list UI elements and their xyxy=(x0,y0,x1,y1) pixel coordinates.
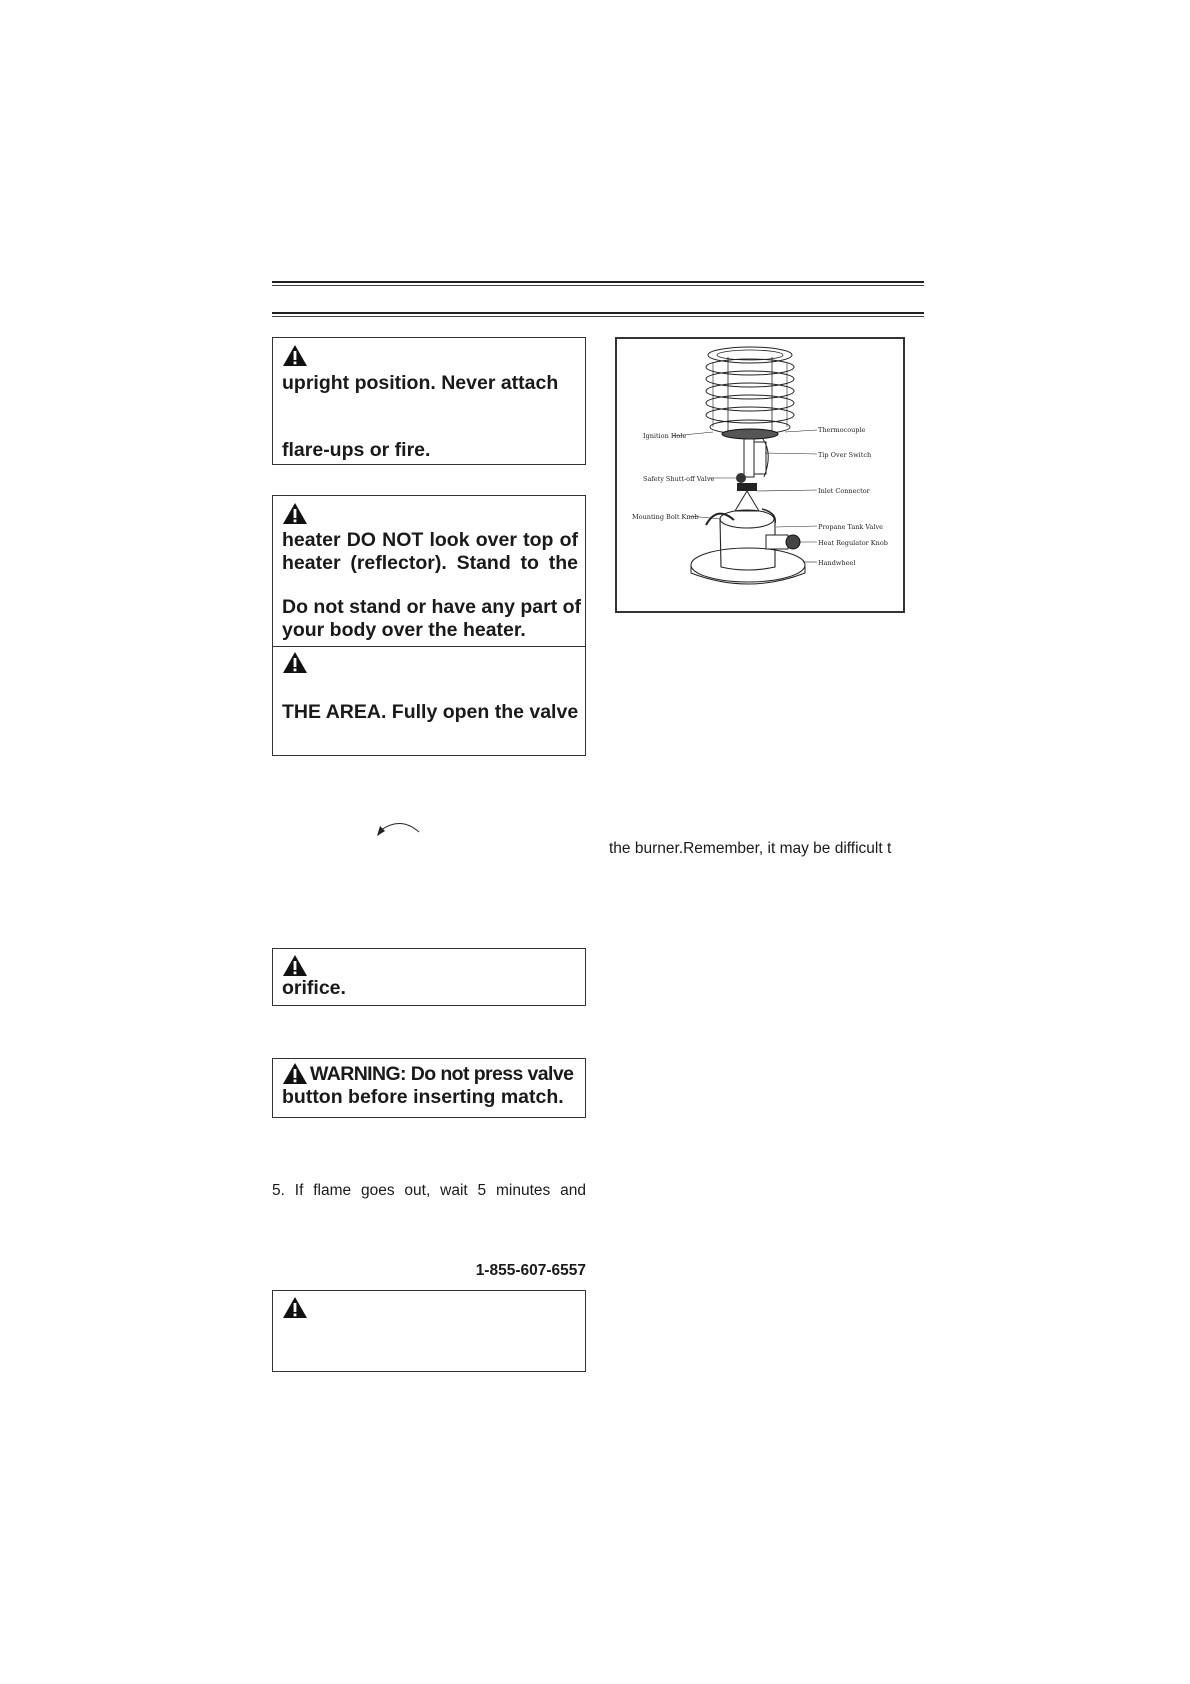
box2-line3: Do not stand or have any part of xyxy=(282,596,582,618)
warning-box-area xyxy=(272,646,586,756)
label-propane-tank-valve: Propane Tank Valve xyxy=(818,523,883,531)
rotate-counterclockwise-arrow-icon xyxy=(375,818,423,842)
label-heat-regulator-knob: Heat Regulator Knob xyxy=(818,539,888,547)
box1-line1: upright position. Never attach xyxy=(282,372,559,394)
box1-line2: flare-ups or fire. xyxy=(282,439,431,461)
phone-number: 1-855-607-6557 xyxy=(475,1262,586,1279)
heater-parts-diagram xyxy=(615,337,905,613)
header-rule-top-thin xyxy=(272,285,924,286)
label-ignition-hole: Ignition Hole xyxy=(643,432,687,440)
label-handwheel: Handwheel xyxy=(818,559,856,567)
burner-note-text: the burner.Remember, it may be difficult t xyxy=(609,840,892,857)
label-safety-valve: Safety Shutt-off Valve xyxy=(643,475,715,483)
box2-line2: heater (reflector). Stand to the xyxy=(282,552,578,574)
step-5-text: 5. If flame goes out, wait 5 minutes and xyxy=(272,1182,586,1199)
label-mounting-bolt-knob: Mounting Bolt Knob xyxy=(632,513,699,521)
warning-triangle-icon xyxy=(282,954,308,977)
warning-triangle-icon xyxy=(282,651,308,674)
header-rule-top xyxy=(272,281,924,283)
warning-triangle-icon xyxy=(282,344,308,367)
header-rule-bottom xyxy=(272,312,924,314)
warning-triangle-icon xyxy=(282,502,308,525)
warning-box-valve-button xyxy=(272,1058,586,1118)
label-tip-over-switch: Tip Over Switch xyxy=(818,451,872,459)
warning-box-upright xyxy=(272,337,586,465)
warning-triangle-icon xyxy=(282,1062,308,1085)
box2-line1: heater DO NOT look over top of xyxy=(282,529,578,551)
box3-line1: THE AREA. Fully open the valve xyxy=(282,701,579,723)
warning-triangle-icon xyxy=(282,1296,308,1319)
box4-line1: orifice. xyxy=(282,977,346,999)
box5-line1: WARNING: Do not press valve xyxy=(310,1063,574,1085)
box2-line4: your body over the heater. xyxy=(282,619,526,641)
warning-box-orifice xyxy=(272,948,586,1006)
heater-illustration xyxy=(617,339,903,611)
warning-box-empty xyxy=(272,1290,586,1372)
warning-box-reflector xyxy=(272,495,586,647)
header-rule-bottom-thin xyxy=(272,316,924,317)
label-thermocouple: Thermocouple xyxy=(818,426,866,434)
label-inlet-connector: Inlet Connector xyxy=(818,487,870,495)
box5-line2: button before inserting match. xyxy=(282,1086,564,1108)
